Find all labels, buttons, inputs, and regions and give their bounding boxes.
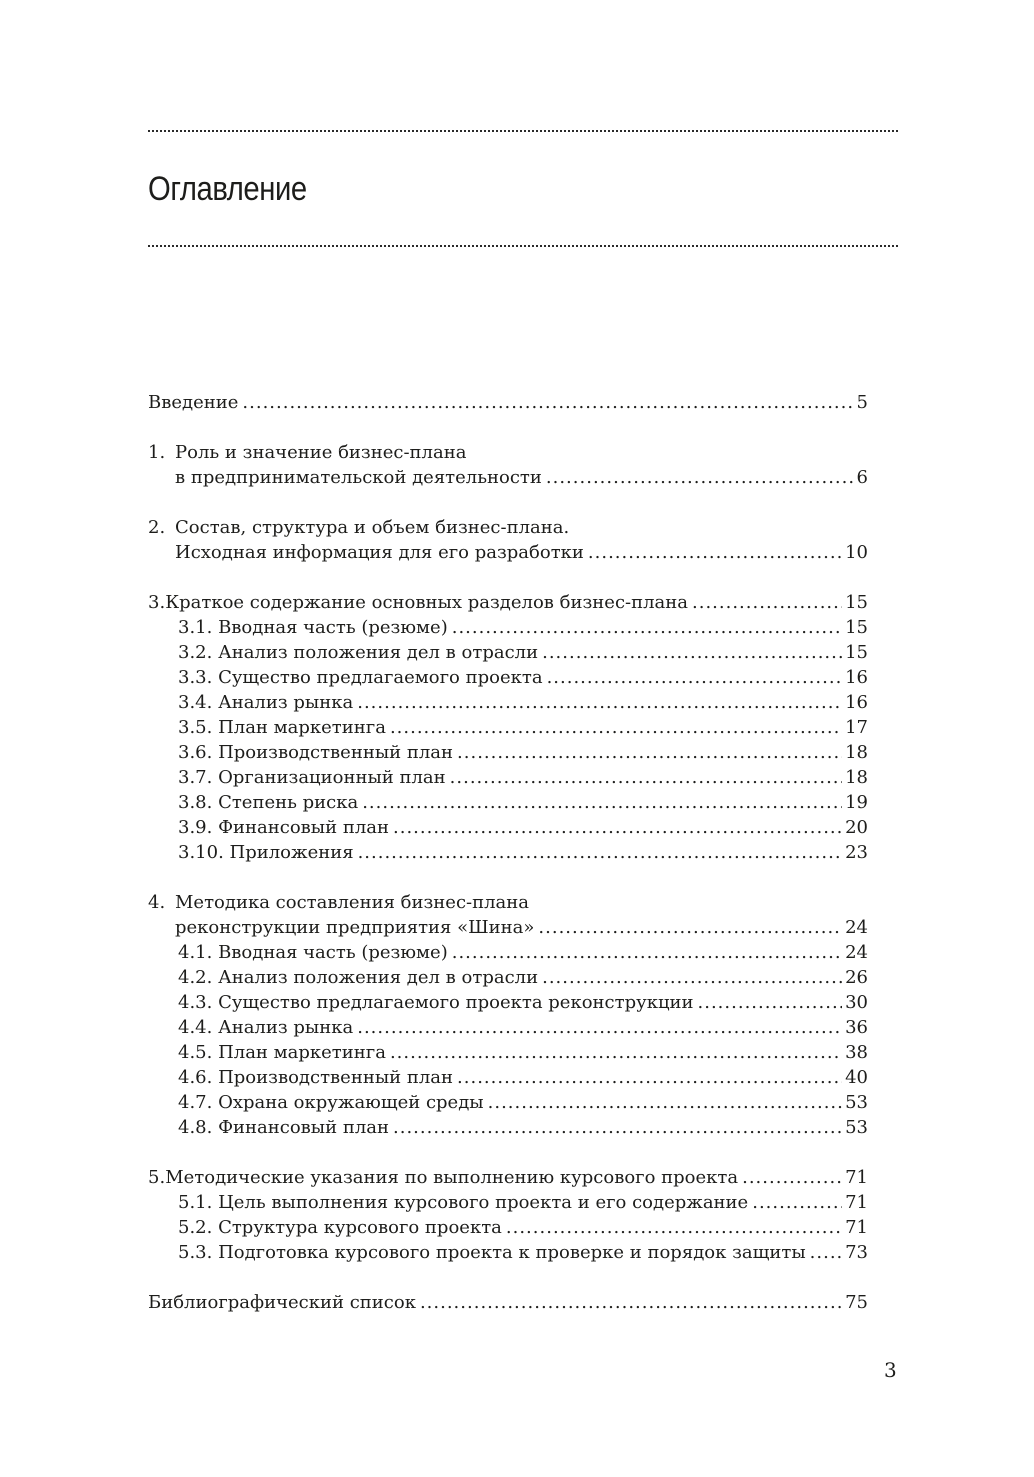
toc-entry-title: Роль и значение бизнес-плана xyxy=(175,442,467,463)
toc-chapter-3 xyxy=(148,590,868,865)
dot-leader xyxy=(393,815,842,840)
toc-entry-title: 4.8. Финансовый план xyxy=(178,1117,389,1138)
chapter-number: 5. xyxy=(148,1167,166,1188)
toc-subentry[interactable] xyxy=(148,615,868,640)
toc-page-number: 18 xyxy=(845,742,868,763)
dot-leader xyxy=(698,990,843,1015)
toc-entry[interactable] xyxy=(148,915,868,940)
toc-subentry[interactable] xyxy=(148,965,868,990)
toc-entry-title: Методические указания по выполнению курсового проекта xyxy=(165,1167,739,1188)
toc-chapter-heading[interactable] xyxy=(148,890,868,915)
toc-entry[interactable] xyxy=(148,465,868,490)
toc-intro xyxy=(148,390,868,415)
toc-bibliography xyxy=(148,1290,868,1315)
toc-chapter-heading[interactable] xyxy=(148,1165,868,1190)
dot-leader xyxy=(457,740,842,765)
toc-entry-title: 4.1. Вводная часть (резюме) xyxy=(178,942,448,963)
toc-page-number: 20 xyxy=(845,817,868,838)
toc-chapter-heading[interactable] xyxy=(148,590,868,615)
toc-page-number: 71 xyxy=(845,1167,868,1188)
toc-entry-title: 5.3. Подготовка курсового проекта к проверке и порядок защиты xyxy=(178,1242,806,1263)
toc-chapter-2 xyxy=(148,515,868,565)
toc-entry-title: 4.5. План маркетинга xyxy=(178,1042,386,1063)
chapter-number: 4. xyxy=(148,892,166,913)
toc-page-number: 73 xyxy=(845,1242,868,1263)
toc-page-number: 15 xyxy=(845,592,868,613)
toc-subentry[interactable] xyxy=(148,1040,868,1065)
toc-subentry[interactable] xyxy=(148,765,868,790)
toc-entry-title: Методика составления бизнес-плана xyxy=(175,892,529,913)
toc-page-number: 15 xyxy=(845,617,868,638)
toc-entry-title: 3.6. Производственный план xyxy=(178,742,454,763)
toc-chapter-5 xyxy=(148,1165,868,1265)
dot-leader xyxy=(450,765,842,790)
toc-entry-title: 3.5. План маркетинга xyxy=(178,717,386,738)
dot-leader xyxy=(542,640,842,665)
toc-entry-title: 4.6. Производственный план xyxy=(178,1067,454,1088)
toc-subentry[interactable] xyxy=(148,1215,868,1240)
toc-entry-title: в предпринимательской деятельности xyxy=(175,467,542,488)
toc-subentry[interactable] xyxy=(148,1190,868,1215)
toc-page-number: 15 xyxy=(845,642,868,663)
toc-entry-title: Библиографический список xyxy=(148,1292,416,1313)
toc-page-number: 24 xyxy=(845,917,868,938)
dot-leader xyxy=(452,615,842,640)
dot-leader xyxy=(692,590,842,615)
toc-entry-title: 4.7. Охрана окружающей среды xyxy=(178,1092,484,1113)
toc-entry-title: 5.2. Структура курсового проекта xyxy=(178,1217,502,1238)
toc-entry-title: 3.7. Организационный план xyxy=(178,767,446,788)
toc-entry-title: Краткое содержание основных разделов бизнес-плана xyxy=(165,592,688,613)
toc-entry[interactable] xyxy=(148,540,868,565)
dot-leader xyxy=(420,1290,842,1315)
toc-page-number: 71 xyxy=(845,1192,868,1213)
toc-entry-title: 4.4. Анализ рынка xyxy=(178,1017,354,1038)
toc-chapter-4 xyxy=(148,890,868,1140)
dot-leader xyxy=(362,790,842,815)
toc-subentry[interactable] xyxy=(148,840,868,865)
toc-subentry[interactable] xyxy=(148,990,868,1015)
toc-entry-title: 3.1. Вводная часть (резюме) xyxy=(178,617,448,638)
toc-page-number: 17 xyxy=(845,717,868,738)
toc-subentry[interactable] xyxy=(148,1240,868,1265)
dot-leader xyxy=(452,940,842,965)
toc-chapter-heading[interactable] xyxy=(148,440,868,465)
toc-entry-title: Состав, структура и объем бизнес-плана. xyxy=(175,517,570,538)
dot-leader xyxy=(357,1015,842,1040)
toc-entry[interactable] xyxy=(148,390,868,415)
toc-page-number: 75 xyxy=(845,1292,868,1313)
toc-page-number: 53 xyxy=(845,1092,868,1113)
chapter-number: 3. xyxy=(148,592,166,613)
toc-subentry[interactable] xyxy=(148,940,868,965)
toc-entry-title: 3.3. Существо предлагаемого проекта xyxy=(178,667,543,688)
dot-leader xyxy=(752,1190,842,1215)
dot-leader xyxy=(357,690,842,715)
toc-subentry[interactable] xyxy=(148,740,868,765)
toc-page-number: 18 xyxy=(845,767,868,788)
dot-leader xyxy=(242,390,853,415)
top-dotted-rule xyxy=(148,130,898,132)
toc-page-number: 30 xyxy=(845,992,868,1013)
toc-page-number: 16 xyxy=(845,667,868,688)
toc-entry-title: 3.10. Приложения xyxy=(178,842,354,863)
bottom-dotted-rule xyxy=(148,245,898,247)
toc-page-number: 19 xyxy=(845,792,868,813)
dot-leader xyxy=(810,1240,842,1265)
page-title: Оглавление xyxy=(148,170,307,208)
toc-entry-title: 3.4. Анализ рынка xyxy=(178,692,354,713)
toc-page-number: 26 xyxy=(845,967,868,988)
toc-subentry[interactable] xyxy=(148,1065,868,1090)
toc-subentry[interactable] xyxy=(148,815,868,840)
toc-chapter-1 xyxy=(148,440,868,490)
toc-subentry[interactable] xyxy=(148,790,868,815)
toc-subentry[interactable] xyxy=(148,665,868,690)
toc-chapter-heading[interactable] xyxy=(148,515,868,540)
table-of-contents xyxy=(148,390,868,1340)
toc-page-number: 16 xyxy=(845,692,868,713)
toc-subentry[interactable] xyxy=(148,1015,868,1040)
toc-page-number: 24 xyxy=(845,942,868,963)
dot-leader xyxy=(457,1065,842,1090)
dot-leader xyxy=(546,465,854,490)
toc-page-number: 36 xyxy=(845,1017,868,1038)
dot-leader xyxy=(506,1215,842,1240)
chapter-number: 1. xyxy=(148,442,166,463)
toc-entry-title: Исходная информация для его разработки xyxy=(175,542,584,563)
toc-subentry[interactable] xyxy=(148,715,868,740)
dot-leader xyxy=(393,1115,842,1140)
toc-entry-title: 3.2. Анализ положения дел в отрасли xyxy=(178,642,539,663)
dot-leader xyxy=(742,1165,842,1190)
toc-page-number: 10 xyxy=(845,542,868,563)
dot-leader xyxy=(588,540,842,565)
page-number: 3 xyxy=(884,1358,897,1382)
toc-subentry[interactable] xyxy=(148,1115,868,1140)
dot-leader xyxy=(538,915,842,940)
dot-leader xyxy=(542,965,842,990)
toc-page-number: 5 xyxy=(856,392,868,413)
toc-entry-title: Введение xyxy=(148,392,239,413)
toc-page-number: 38 xyxy=(845,1042,868,1063)
toc-entry-title: 3.9. Финансовый план xyxy=(178,817,389,838)
toc-page-number: 53 xyxy=(845,1117,868,1138)
dot-leader xyxy=(390,715,842,740)
toc-entry-title: 4.3. Существо предлагаемого проекта реконструкции xyxy=(178,992,694,1013)
chapter-number: 2. xyxy=(148,517,166,538)
dot-leader xyxy=(390,1040,842,1065)
dot-leader xyxy=(547,665,843,690)
toc-page-number: 40 xyxy=(845,1067,868,1088)
toc-entry-title: 4.2. Анализ положения дел в отрасли xyxy=(178,967,539,988)
toc-subentry[interactable] xyxy=(148,1090,868,1115)
toc-entry-title: 3.8. Степень риска xyxy=(178,792,359,813)
toc-subentry[interactable] xyxy=(148,640,868,665)
dot-leader xyxy=(488,1090,842,1115)
toc-page-number: 23 xyxy=(845,842,868,863)
toc-subentry[interactable] xyxy=(148,690,868,715)
toc-entry[interactable] xyxy=(148,1290,868,1315)
toc-entry-title: реконструкции предприятия «Шина» xyxy=(175,917,535,938)
toc-page-number: 6 xyxy=(856,467,868,488)
toc-entry-title: 5.1. Цель выполнения курсового проекта и его содержание xyxy=(178,1192,749,1213)
dot-leader xyxy=(358,840,843,865)
toc-page-number: 71 xyxy=(845,1217,868,1238)
